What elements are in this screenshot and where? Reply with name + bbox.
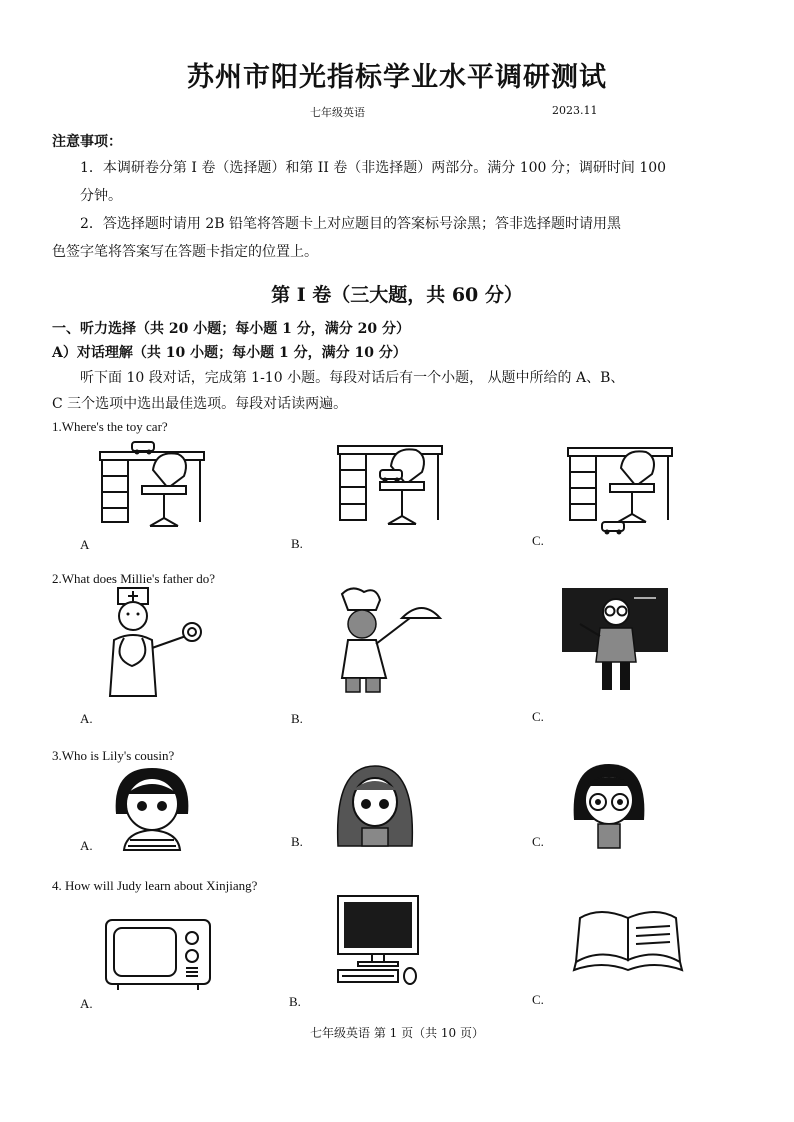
q1-option-c: C. [532, 533, 544, 548]
q1-option-a: A [80, 537, 90, 552]
q2-option-c: C. [532, 709, 544, 724]
television-image [104, 918, 212, 990]
q4-option-b: B. [289, 994, 301, 1009]
chair-icon [142, 453, 186, 526]
q4-option-c: C. [532, 992, 544, 1007]
question-1-text: 1.Where's the toy car? [52, 419, 168, 434]
doctor-image [104, 588, 204, 700]
desk-with-car-on-chair-image [336, 440, 446, 540]
girl-short-hair-image [110, 764, 194, 850]
book-image [572, 908, 684, 980]
subject-label: 七年级英语 [310, 106, 365, 119]
toy-car-icon [380, 470, 402, 483]
note-1-line-2: 分钟。 [80, 188, 122, 204]
desk-with-car-under-chair-image [566, 442, 676, 542]
page-title: 苏州市阳光指标学业水平调研测试 [187, 62, 607, 93]
part-1-heading: 一、听力选择（共 20 小题；每小题 1 分，满分 20 分） [52, 321, 410, 337]
toy-car-icon [602, 522, 624, 535]
section-title: 第 I 卷（三大题，共 60 分） [271, 284, 523, 306]
chair-icon [380, 449, 424, 524]
teacher-image [560, 588, 670, 694]
page-footer: 七年级英语 第 1 页（共 10 页） [310, 1026, 484, 1040]
q4-option-a: A. [80, 996, 93, 1011]
chair-icon [610, 451, 654, 522]
question-4-text: 4. How will Judy learn about Xinjiang? [52, 878, 258, 893]
notes-heading: 注意事项： [52, 134, 122, 150]
q1-option-b: B. [291, 536, 303, 551]
q2-option-b: B. [291, 711, 303, 726]
q3-option-a: A. [80, 838, 93, 853]
q3-option-c: C. [532, 834, 544, 849]
instructions-line-2: C 三个选项中选出最佳选项。每段对话读两遍。 [52, 396, 348, 412]
note-2-line-2: 色签字笔将答案写在答题卡指定的位置上。 [52, 244, 318, 260]
instructions-line-1: 听下面 10 段对话，完成第 1-10 小题。每段对话后有一个小题， 从题中所给的 A、B、 [80, 370, 625, 386]
note-2-line-1: 2．答选择题时请用 2B 铅笔将答题卡上对应题目的答案标号涂黑；答非选择题时请用黑 [80, 216, 622, 232]
q2-option-a: A. [80, 711, 93, 726]
question-3-text: 3.Who is Lily's cousin? [52, 748, 175, 763]
desk-with-car-on-top-image [98, 440, 208, 540]
part-a-heading: A）对话理解（共 10 小题；每小题 1 分，满分 10 分） [52, 345, 407, 361]
exam-date: 2023.11 [552, 104, 598, 117]
computer-image [334, 894, 426, 986]
q3-option-b: B. [291, 834, 303, 849]
girl-long-hair-image [334, 764, 416, 846]
note-1-line-1: 1．本调研卷分第 I 卷（选择题）和第 II 卷（非选择题）两部分。满分 100 分；调研时间 100 [80, 160, 667, 176]
girl-with-glasses-image [568, 762, 650, 848]
chef-image [322, 588, 442, 698]
question-2-text: 2.What does Millie's father do? [52, 571, 215, 586]
